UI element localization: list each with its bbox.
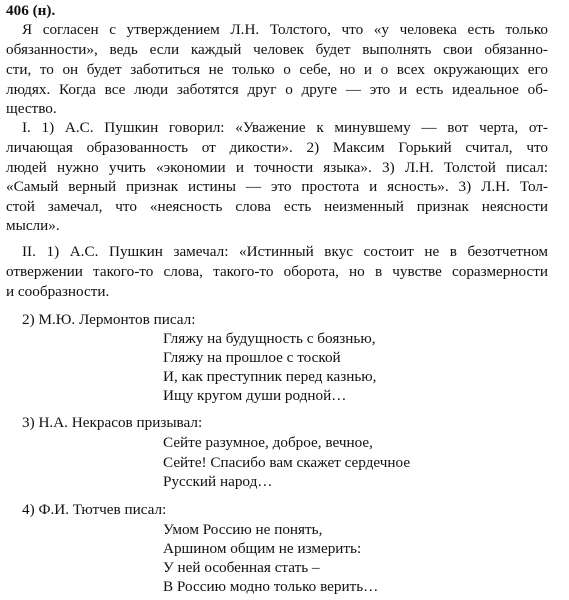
text-line: Я согласен с утверждением Л.Н. Толстого, что «у человека есть только [22, 21, 548, 38]
quote-intro: 4) Ф.И. Тютчев писал: [22, 501, 167, 518]
text-line: и сообразности. [6, 283, 110, 300]
poem-line: Гляжу на будущность с боязнью, [163, 330, 376, 347]
text-line: стой замечал, что «неясность слова есть неизменный признак неясности [6, 198, 548, 215]
text-line: «Самый верный признак истины — это простота и ясность». 3) Л.Н. Тол- [6, 178, 548, 195]
text-line: людей нужно учить «экономии и точности языка». 3) Л.Н. Толстой писал: [6, 159, 548, 176]
poem-line: Ищу кругом души родной… [163, 387, 347, 404]
text-line: II. 1) А.С. Пушкин замечал: «Истинный вкус состоит не в безотчетном [22, 243, 548, 260]
poem-line: Сейте разумное, доброе, вечное, [163, 434, 373, 451]
poem-line: Русский народ… [163, 473, 273, 490]
text-line: обязанности», ведь если каждый человек будет выполнять свои обязанно- [6, 41, 548, 58]
quote-intro: 3) Н.А. Некрасов призывал: [22, 414, 203, 431]
exercise-number: 406 (н). [6, 2, 56, 19]
text-line: I. 1) А.С. Пушкин говорил: «Уважение к минувшему — вот черта, от- [22, 119, 548, 136]
text-line: щество. [6, 100, 57, 117]
quote-intro: 2) М.Ю. Лермонтов писал: [22, 311, 196, 328]
poem-line: В Россию модно только верить… [163, 578, 379, 595]
text-line: людях. Когда все люди заботятся друг о друге — это и есть идеальное об- [6, 81, 548, 98]
poem-line: Сейте! Спасибо вам скажет сердечное [163, 454, 411, 471]
poem-line: Умом Россию не понять, [163, 521, 323, 538]
text-line: личающая образованность от дикости». 2) Максим Горький считал, что [6, 139, 548, 156]
poem-line: Гляжу на прошлое с тоской [163, 349, 341, 366]
poem-line: Аршином общим не измерить: [163, 540, 362, 557]
poem-line: У ней особенная стать – [163, 559, 320, 576]
text-line: сти, то он будет заботиться не только о себе, но и о всех окружающих его [6, 61, 548, 78]
text-line: мысли». [6, 217, 60, 234]
poem-line: И, как преступник перед казнью, [163, 368, 377, 385]
text-line: отвержении такого-то слова, такого-то оборота, но в чувстве соразмерности [6, 263, 548, 280]
